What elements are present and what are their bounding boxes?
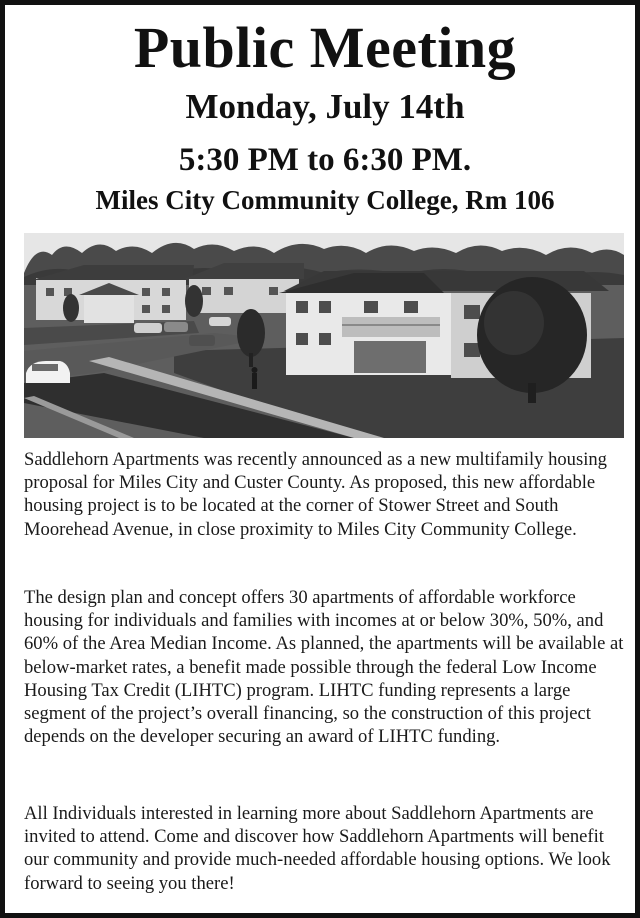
body-paragraph-1: Saddlehorn Apartments was recently announced as a new multifamily housing proposal for Miles City and Custer County. As proposed, this new affordable housing project is to be located at the corner of Stower Street and South Moorehead Avenue, in close proximity to Miles City Community College. bbox=[24, 449, 607, 540]
apartment-rendering-image bbox=[24, 233, 624, 438]
meeting-time: 5:30 PM to 6:30 PM. bbox=[178, 142, 472, 178]
meeting-date: Monday, July 14th bbox=[185, 87, 465, 126]
body-paragraph-3: All Individuals interested in learning more about Saddlehorn Apartments are invited to attend. Come and discover how Saddlehorn Apartments will benefit our community and provide much-needed affordable housing options. We look forward to seeing you there! bbox=[24, 803, 611, 894]
page-title: Public Meeting bbox=[133, 15, 517, 80]
meeting-location: Miles City Community College, Rm 106 bbox=[95, 185, 555, 215]
body-paragraph-2: The design plan and concept offers 30 apartments of affordable workforce housing for individuals and families with incomes at or below 30%, 50%, and 60% of the Area Median Income. As planned, the apartments will be available at below-market rates, a benefit made possible through the federal Low Income Housing Tax Credit (LIHTC) program. LIHTC funding represents a large segment of the project’s overall financing, so the construction of this project depends on the developer securing an award of LIHTC funding. bbox=[24, 587, 624, 748]
